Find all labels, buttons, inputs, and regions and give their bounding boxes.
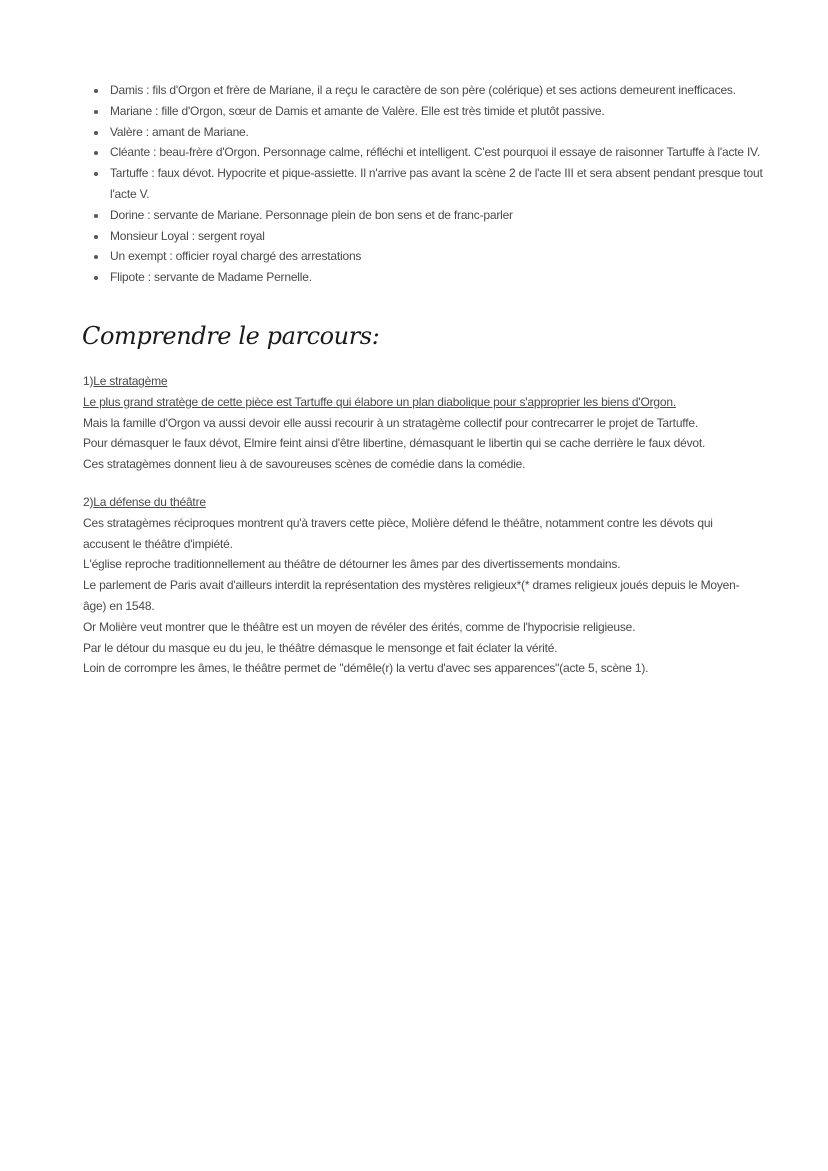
- paragraph: Mais la famille d'Orgon va aussi devoir elle aussi recourir à un stratagème collectif pour contrecarrer le projet de Tartuffe.: [83, 415, 698, 430]
- section-number: 2): [83, 495, 94, 509]
- list-item: • Damis : fils d'Orgon et frère de Mariane, il a reçu le caractère de son père (colérique) et ses actions demeurent inefficaces.: [108, 80, 778, 101]
- list-item: • Flipote : servante de Madame Pernelle.: [108, 267, 778, 288]
- paragraph: L'église reproche traditionnellement au théâtre de détourner les âmes par des divertissements mondains.: [83, 557, 621, 572]
- paragraph: Le parlement de Paris avait d'ailleurs interdit la représentation des mystères religieux*(* drames religieux joués depuis le Moyen-âge) en 1548.: [83, 578, 740, 613]
- list-item: • Mariane : fille d'Orgon, sœur de Damis et amante de Valère. Elle est très timide et plutôt passive.: [108, 101, 778, 122]
- list-item: • Tartuffe : faux dévot. Hypocrite et pique-assiette. Il n'arrive pas avant la scène 2 de l'acte III et sera absent pendant presque tout l'acte V.: [108, 163, 778, 205]
- list-item: • Cléante : beau-frère d'Orgon. Personnage calme, réfléchi et intelligent. C'est pourquoi il essaye de raisonner Tartuffe à l'acte IV.: [108, 142, 778, 163]
- section-title: [83, 371, 753, 392]
- section-number: 1): [83, 374, 94, 388]
- character-list: [90, 80, 778, 288]
- paragraph: Pour démasquer le faux dévot, Elmire feint ainsi d'être libertine, démasquant le libertin qui se cache derrière le faux dévot.: [83, 436, 706, 451]
- list-item: • Monsieur Loyal : sergent royal: [108, 226, 778, 247]
- section-title: [83, 492, 753, 513]
- section-heading: Comprendre le parcours:: [82, 322, 380, 350]
- paragraph: Par le détour du masque eu du jeu, le théâtre démasque le mensonge et fait éclater la vérité.: [83, 640, 558, 655]
- paragraph: Loin de corrompre les âmes, le théâtre permet de "démêle(r) la vertu d'avec ses apparences"(acte 5, scène 1).: [83, 661, 649, 676]
- list-item: • Un exempt : officier royal chargé des arrestations: [108, 246, 778, 267]
- section-title-text: Le stratagème: [93, 374, 168, 388]
- list-item: • Dorine : servante de Mariane. Personnage plein de bon sens et de franc-parler: [108, 205, 778, 226]
- paragraph: Ces stratagèmes donnent lieu à de savoureuses scènes de comédie dans la comédie.: [83, 457, 526, 472]
- section-stratageme: [83, 371, 753, 475]
- list-item: • Valère : amant de Mariane.: [108, 122, 778, 143]
- underlined-paragraph: Le plus grand stratège de cette pièce est Tartuffe qui élabore un plan diabolique pour s'approprier les biens d'Orgon.: [83, 394, 676, 409]
- paragraph: Ces stratagèmes réciproques montrent qu'à travers cette pièce, Molière défend le théâtre, notamment contre les dévots qui accusent le théâtre d'impiété.: [83, 515, 713, 551]
- paragraph: Or Molière veut montrer que le théâtre est un moyen de révéler des érités, comme de l'hypocrisie religieuse.: [83, 619, 636, 634]
- section-title-text: La défense du théâtre: [93, 495, 206, 509]
- section-defense-theatre: [83, 492, 753, 679]
